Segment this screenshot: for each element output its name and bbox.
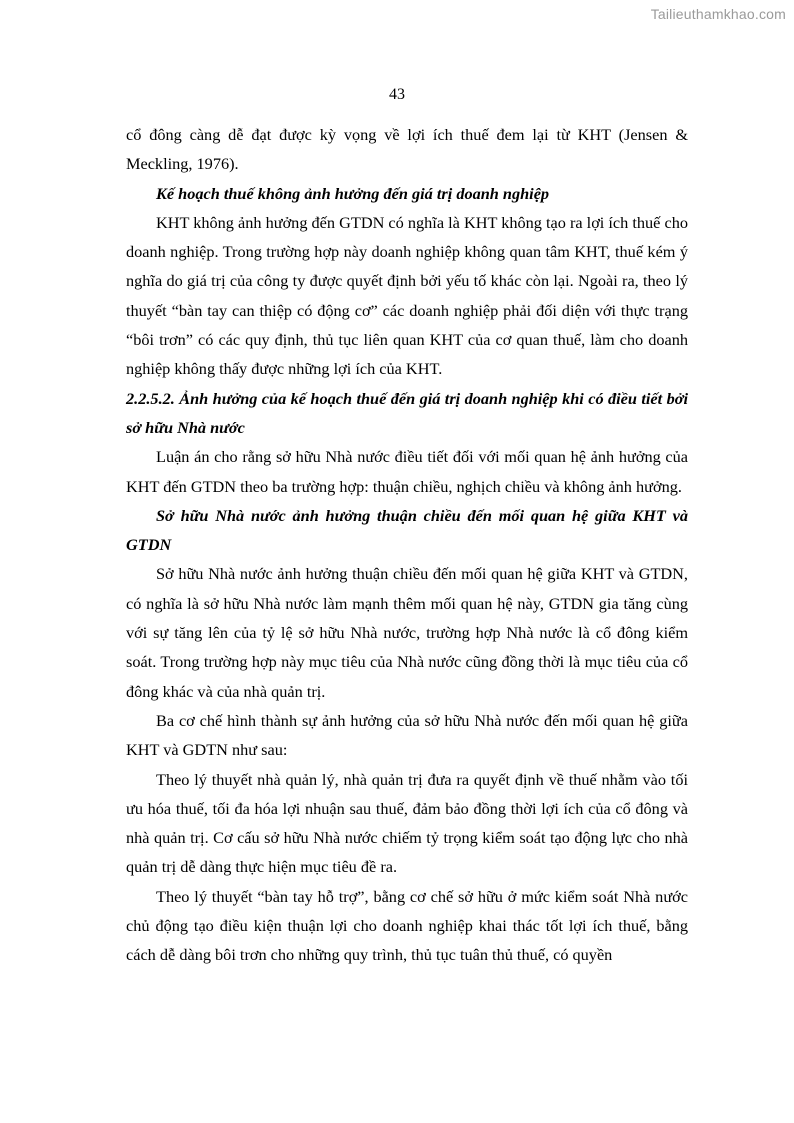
subheading-no-effect: Kế hoạch thuế không ảnh hưởng đến giá trị doanh nghiệp <box>156 183 550 203</box>
section-heading-2-2-5-2: 2.2.5.2. Ảnh hưởng của kế hoạch thuế đến giá trị doanh nghiệp khi có điều tiết bởi sở hữu Nhà nước <box>126 388 688 437</box>
watermark-text: Tailieuthamkhao.com <box>650 6 786 22</box>
paragraph-positive-effect: Sở hữu Nhà nước ảnh hưởng thuận chiều đến mối quan hệ giữa KHT và GTDN, có nghĩa là sở hữu Nhà nước làm mạnh thêm mối quan hệ này, GTDN gia tăng cùng với sự tăng lên của tỷ lệ sở hữu Nhà nước, trường hợp Nhà nước là cổ đông kiểm soát. Trong trường hợp này mục tiêu của Nhà nước cũng đồng thời là mục tiêu của cổ đông khác và của nhà quản trị. <box>126 564 688 701</box>
paragraph-continuation: cổ đông càng dễ đạt được kỳ vọng về lợi ích thuế đem lại từ KHT (Jensen & Meckling, 1976). <box>126 125 688 174</box>
paragraph-no-effect: KHT không ảnh hưởng đến GTDN có nghĩa là KHT không tạo ra lợi ích thuế cho doanh nghiệp. Trong trường hợp này doanh nghiệp không quan tâm KHT, thuế kém ý nghĩa do giá trị của công ty được quyết định bởi yếu tố khác còn lại. Ngoài ra, theo lý thuyết “bàn tay can thiệp có động cơ” các doanh nghiệp phải đối diện với thực trạng “bôi trơn” có các quy định, thủ tục liên quan KHT của cơ quan thuế, làm cho doanh nghiệp không thấy được những lợi ích của KHT. <box>126 212 688 379</box>
paragraph-three-cases: Luận án cho rằng sở hữu Nhà nước điều tiết đối với mối quan hệ ảnh hưởng của KHT đến GTDN theo ba trường hợp: thuận chiều, nghịch chiều và không ảnh hưởng. <box>126 447 688 496</box>
page-number: 43 <box>389 86 405 103</box>
document-body <box>126 120 688 970</box>
paragraph-three-mechanisms: Ba cơ chế hình thành sự ảnh hưởng của sở hữu Nhà nước đến mối quan hệ giữa KHT và GDTN như sau: <box>126 710 688 760</box>
paragraph-helping-hand-theory: Theo lý thuyết “bàn tay hỗ trợ”, bằng cơ chế sở hữu ở mức kiểm soát Nhà nước chủ động tạo điều kiện thuận lợi cho doanh nghiệp khai thác tốt lợi ích thuế, bằng cách dễ dàng bôi trơn cho những quy trình, thủ tục tuân thủ thuế, có quyền <box>126 886 688 965</box>
subheading-positive-effect: Sở hữu Nhà nước ảnh hưởng thuận chiều đến mối quan hệ giữa KHT và GTDN <box>126 505 688 555</box>
paragraph-manager-theory: Theo lý thuyết nhà quản lý, nhà quản trị đưa ra quyết định về thuế nhằm vào tối ưu hóa thuế, tối đa hóa lợi nhuận sau thuế, đảm bảo đồng thời lợi ích của cổ đông và nhà quản trị. Cơ cấu sở hữu Nhà nước chiếm tỷ trọng kiểm soát tạo động lực cho nhà quản trị dễ dàng thực hiện mục tiêu đề ra. <box>126 769 688 877</box>
